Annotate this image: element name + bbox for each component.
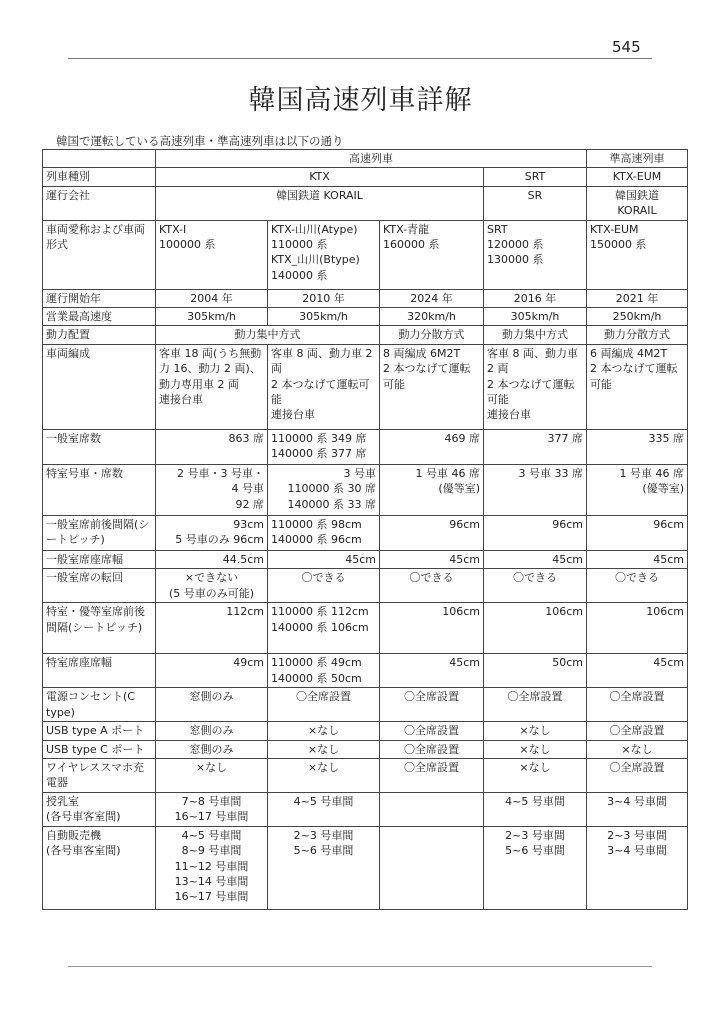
table-cell: 客車 8 両、動力車 2 両 2 本つなげて運転可能 連接台車 <box>484 344 587 429</box>
row-label: 営業最高速度 <box>43 307 156 325</box>
table-cell: 335 席 <box>587 429 688 464</box>
row-label: 一般室席前後間隔(シートピッチ) <box>43 515 156 550</box>
table-row <box>43 186 688 220</box>
row-label: 動力配置 <box>43 326 156 344</box>
intro-text: 韓国で運転している高速列車・準高速列車は以下の通り <box>56 134 344 148</box>
table-row <box>43 515 688 550</box>
table-row <box>43 289 688 307</box>
row-label: 車両編成 <box>43 344 156 429</box>
table-cell: 〇できる <box>587 569 688 603</box>
row-label: 一般室席の転回 <box>43 569 156 603</box>
table-cell: ×なし <box>484 758 587 792</box>
header-high-speed: 高速列車 <box>156 150 587 168</box>
table-cell: ×なし <box>156 758 268 792</box>
table-cell: 窓側のみ <box>156 688 268 722</box>
table-cell <box>380 826 484 909</box>
row-label: ワイヤレススマホ充電器 <box>43 758 156 792</box>
table-row <box>43 550 688 568</box>
table-cell: 〇全席設置 <box>380 688 484 722</box>
table-cell: 〇全席設置 <box>587 688 688 722</box>
table-row <box>43 569 688 603</box>
row-label: 列車種別 <box>43 168 156 186</box>
table-cell: 8 両編成 6M2T 2 本つなげて運転可能 <box>380 344 484 429</box>
row-label: 特室・優等室席前後間隔(シートピッチ) <box>43 603 156 654</box>
train-comparison-table <box>42 149 688 910</box>
table-cell: 45cm <box>587 550 688 568</box>
table-row <box>43 722 688 740</box>
table-cell: 112cm <box>156 603 268 654</box>
table-header-row <box>43 150 688 168</box>
table-cell: 863 席 <box>156 429 268 464</box>
table-cell: ×できない (5 号車のみ可能) <box>156 569 268 603</box>
table-cell: 305km/h <box>156 307 268 325</box>
row-label: 特室席座席幅 <box>43 654 156 688</box>
table-row <box>43 429 688 464</box>
table-cell: KTX-I 100000 系 <box>156 220 268 289</box>
table-cell: 305km/h <box>484 307 587 325</box>
table-cell: ×なし <box>268 740 380 758</box>
table-row <box>43 220 688 289</box>
table-cell: 106cm <box>484 603 587 654</box>
table-cell: 250km/h <box>587 307 688 325</box>
table-cell: 49cm <box>156 654 268 688</box>
table-cell: 動力集中方式 <box>484 326 587 344</box>
header-empty-cell <box>43 150 156 168</box>
table-cell: 2010 年 <box>268 289 380 307</box>
table-cell: 469 席 <box>380 429 484 464</box>
table-row <box>43 792 688 826</box>
table-cell: 韓国鉄道 KORAIL <box>156 186 484 220</box>
table-cell: 305km/h <box>268 307 380 325</box>
table-row <box>43 326 688 344</box>
row-label: 運行会社 <box>43 186 156 220</box>
table-cell: ×なし <box>484 722 587 740</box>
page-title: 韓国高速列車詳解 <box>248 85 473 116</box>
page-number: 545 <box>612 38 641 56</box>
table-cell: 3 号車 33 席 <box>484 464 587 515</box>
table-cell: 2 号車・3 号車・ 4 号車 92 席 <box>156 464 268 515</box>
table-cell: 2~3 号車間 3~4 号車間 <box>587 826 688 909</box>
table-cell: KTX-EUM 150000 系 <box>587 220 688 289</box>
table-cell <box>380 792 484 826</box>
table-row <box>43 758 688 792</box>
table-cell: 7~8 号車間 16~17 号車間 <box>156 792 268 826</box>
row-label: 授乳室 (各号車客室間) <box>43 792 156 826</box>
footer-rule <box>68 966 652 967</box>
table-cell: 〇できる <box>380 569 484 603</box>
table-cell: 〇全席設置 <box>380 722 484 740</box>
table-cell: SRT <box>484 168 587 186</box>
table-cell: ×なし <box>484 740 587 758</box>
table-cell: 〇できる <box>268 569 380 603</box>
row-label: 運行開始年 <box>43 289 156 307</box>
table-cell: 〇全席設置 <box>587 722 688 740</box>
table-cell: 客車 8 両、動力車 2 両 2 本つなげて運転可能 連接台車 <box>268 344 380 429</box>
table-cell: 3 号車 110000 系 30 席 140000 系 33 席 <box>268 464 380 515</box>
table-cell: KTX-青龍 160000 系 <box>380 220 484 289</box>
table-cell: 96cm <box>587 515 688 550</box>
table-cell: 2004 年 <box>156 289 268 307</box>
table-row <box>43 654 688 688</box>
row-label: 電源コンセント(C type) <box>43 688 156 722</box>
table-cell: ×なし <box>268 758 380 792</box>
table-cell: 377 席 <box>484 429 587 464</box>
table-cell: 2016 年 <box>484 289 587 307</box>
table-cell: 110000 系 49cm 140000 系 50cm <box>268 654 380 688</box>
row-label: USB type A ポート <box>43 722 156 740</box>
table-cell: 〇全席設置 <box>268 688 380 722</box>
row-label: 一般室席数 <box>43 429 156 464</box>
table-cell: ×なし <box>268 722 380 740</box>
table-cell: SR <box>484 186 587 220</box>
table-cell: 2~3 号車間 5~6 号車間 <box>268 826 380 909</box>
table-cell: 4~5 号車間 <box>268 792 380 826</box>
table-cell: 動力分散方式 <box>587 326 688 344</box>
table-cell: 〇全席設置 <box>380 758 484 792</box>
table-cell: 110000 系 98cm 140000 系 96cm <box>268 515 380 550</box>
row-label: 自動販売機 (各号車客室間) <box>43 826 156 909</box>
table-cell: 110000 系 112cm 140000 系 106cm <box>268 603 380 654</box>
table-cell: 106cm <box>587 603 688 654</box>
table-cell: SRT 120000 系 130000 系 <box>484 220 587 289</box>
table-cell: 110000 系 349 席 140000 系 377 席 <box>268 429 380 464</box>
table-cell: 2021 年 <box>587 289 688 307</box>
table-row <box>43 740 688 758</box>
table-row <box>43 168 688 186</box>
table-cell: 韓国鉄道 KORAIL <box>587 186 688 220</box>
table-cell: KTX-EUM <box>587 168 688 186</box>
table-cell: 44.5cm <box>156 550 268 568</box>
table-cell: 45cm <box>587 654 688 688</box>
table-cell: 3~4 号車間 <box>587 792 688 826</box>
table-cell: KTX <box>156 168 484 186</box>
table-row <box>43 603 688 654</box>
table-row <box>43 344 688 429</box>
table-cell: 45cm <box>484 550 587 568</box>
table-cell: 4~5 号車間 <box>484 792 587 826</box>
header-semi-high-speed: 準高速列車 <box>587 150 688 168</box>
table-cell: 4~5 号車間 8~9 号車間 11~12 号車間 13~14 号車間 16~17 号車間 <box>156 826 268 909</box>
table-cell: 窓側のみ <box>156 740 268 758</box>
table-cell: 1 号車 46 席 (優等室) <box>380 464 484 515</box>
header-rule <box>68 58 652 59</box>
table-cell: 〇全席設置 <box>587 758 688 792</box>
table-cell: 窓側のみ <box>156 722 268 740</box>
table-cell: 2~3 号車間 5~6 号車間 <box>484 826 587 909</box>
table-cell: 〇できる <box>484 569 587 603</box>
table-cell: 2024 年 <box>380 289 484 307</box>
row-label: 車両愛称および車両形式 <box>43 220 156 289</box>
table-cell: 動力集中方式 <box>156 326 380 344</box>
table-cell: 〇全席設置 <box>484 688 587 722</box>
row-label: 一般室席座席幅 <box>43 550 156 568</box>
table-row <box>43 826 688 909</box>
table-cell: 45cm <box>380 654 484 688</box>
table-row <box>43 464 688 515</box>
table-cell: 320km/h <box>380 307 484 325</box>
table-cell: 45cm <box>268 550 380 568</box>
table-cell: 1 号車 46 席 (優等室) <box>587 464 688 515</box>
table-cell: KTX-山川(Atype) 110000 系 KTX_山川(Btype) 140000 系 <box>268 220 380 289</box>
table-cell: 96cm <box>380 515 484 550</box>
table-cell: 50cm <box>484 654 587 688</box>
table-cell: 動力分散方式 <box>380 326 484 344</box>
table-cell: 96cm <box>484 515 587 550</box>
table-cell: 客車 18 両(うち無動力 16、動力 2 両)、動力専用車 2 両 連接台車 <box>156 344 268 429</box>
table-row <box>43 688 688 722</box>
row-label: USB type C ポート <box>43 740 156 758</box>
table-cell: 106cm <box>380 603 484 654</box>
table-cell: 93cm 5 号車のみ 96cm <box>156 515 268 550</box>
table-cell: 45cm <box>380 550 484 568</box>
table-row <box>43 307 688 325</box>
table-cell: ×なし <box>587 740 688 758</box>
table-cell: 6 両編成 4M2T 2 本つなげて運転可能 <box>587 344 688 429</box>
row-label: 特室号車・席数 <box>43 464 156 515</box>
table-cell: 〇全席設置 <box>380 740 484 758</box>
